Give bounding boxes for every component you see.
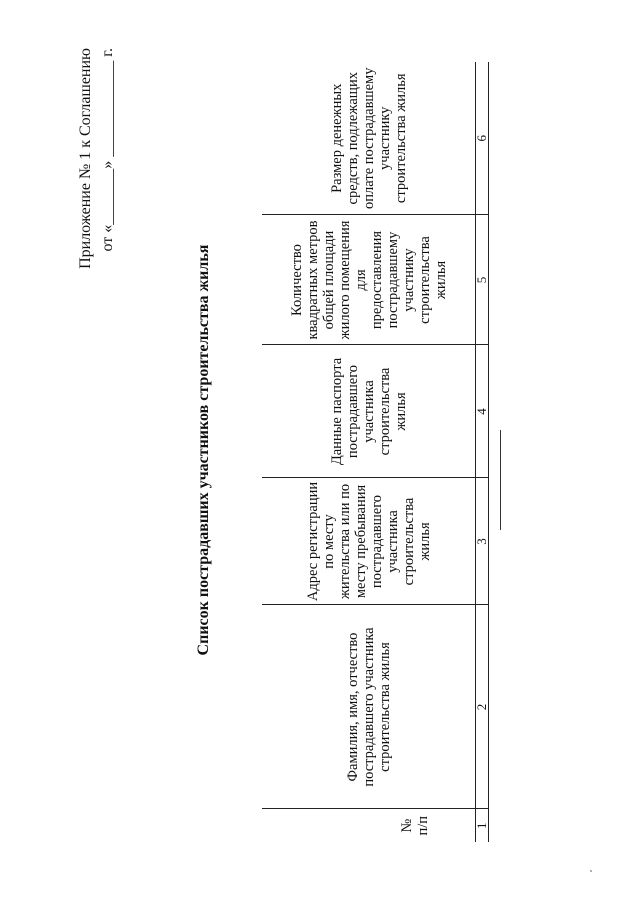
column-header-number: № п/п — [262, 809, 476, 842]
appendix-date-line: от «_______» ____________ г. — [99, 48, 116, 252]
scan-speck — [590, 870, 592, 872]
column-number: 1 — [476, 809, 489, 842]
column-number: 2 — [476, 605, 489, 809]
appendix-header — [75, 48, 119, 288]
column-header-passport: Данные паспорта пострадавшего участника строительства жилья — [262, 345, 476, 478]
table-header-row — [262, 62, 476, 842]
document-title: Список пострадавших участников строительства жилья — [195, 244, 212, 656]
column-header-full-name: Фамилия, имя, отчество пострадавшего участника строительства жилья — [262, 605, 476, 809]
column-header-area: Количество квадратных метров общей площади жилого помещения для предоставления пострадавшему участнику строительства жилья — [262, 215, 476, 345]
column-header-address: Адрес регистрации по месту жительства или по месту пребывания пострадавшего участника строительства жилья — [262, 478, 476, 605]
column-number: 5 — [476, 215, 489, 345]
appendix-title: Приложение № 1 к Соглашению — [77, 48, 94, 269]
separator-line — [500, 430, 501, 530]
column-number: 4 — [476, 345, 489, 478]
column-number: 6 — [476, 62, 489, 215]
column-header-amount: Размер денежных средств, подлежащих оплате пострадавшему участнику строительства жилья — [262, 62, 476, 215]
column-numbers-row — [476, 62, 489, 842]
column-number: 3 — [476, 478, 489, 605]
participants-table — [262, 62, 489, 842]
